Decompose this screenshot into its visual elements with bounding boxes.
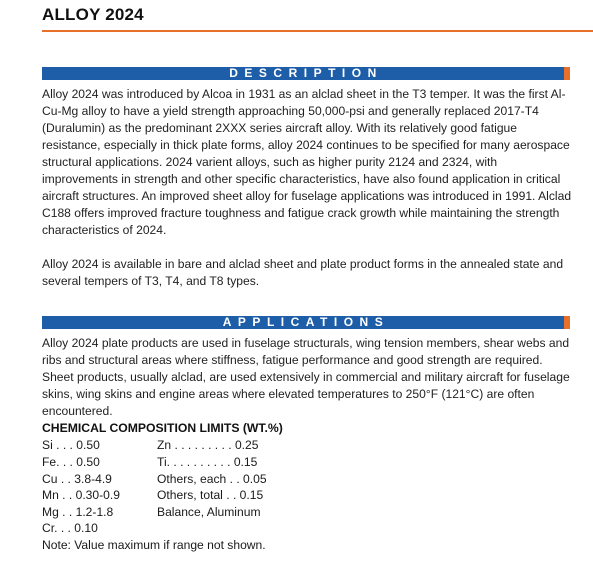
composition-left: Si . . . 0.50 [42, 438, 100, 452]
composition-right: Ti. . . . . . . . . . 0.15 [157, 455, 258, 469]
page-title: ALLOY 2024 [42, 5, 144, 24]
description-paragraph-1: Alloy 2024 was introduced by Alcoa in 1931 as an alclad sheet in the T3 temper. It was the first Al-Cu-Mg alloy to have a yield strength approaching 50,000-psi and generally replaced 2017-T4 (Duralumin) as the predominant 2XXX series aircraft alloy. With its relatively good fatigue resistance, especially in thick plate forms, alloy 2024 continues to be specified for many aerospace structural applications. 2024 varient alloys, such as higher purity 2124 and 2324, with improvements in strength and other specific characteristics, have also found application in critical aircraft structures. An improved sheet alloy for fuselage applications was introduced in 1991. Alclad C188 offers improved fracture toughness and fatigue crack growth while maintaining the strength characteristics of 2024. [42, 87, 572, 237]
composition-left: Cu . . 3.8-4.9 [42, 472, 112, 486]
description-heading-bar [42, 67, 570, 80]
composition-left: Fe. . . 0.50 [42, 455, 100, 469]
heading-accent [564, 67, 570, 80]
title-divider [42, 30, 593, 32]
composition-left: Cr. . . 0.10 [42, 521, 98, 535]
composition-left: Mg . . 1.2-1.8 [42, 505, 114, 519]
applications-paragraph: Alloy 2024 plate products are used in fuselage structurals, wing tension members, shear webs and ribs and structural areas where stiffness, fatigue performance and good strength are required. Sheet products, usually alclad, are used extensively in commercial and military aircraft for fuselage skins, wing skins and engine areas where elevated temperatures to 250°F (121°C) are often encountered. [42, 336, 570, 418]
composition-right: Zn . . . . . . . . . 0.25 [157, 438, 259, 452]
applications-heading-bar [42, 316, 570, 329]
heading-accent [564, 316, 570, 329]
composition-right: Others, each . . 0.05 [157, 472, 267, 486]
description-paragraph-2: Alloy 2024 is available in bare and alclad sheet and plate product forms in the annealed state and several tempers of T3, T4, and T8 types. [42, 257, 564, 288]
composition-right: Others, total . . 0.15 [157, 488, 264, 502]
composition-left: Mn . . 0.30-0.9 [42, 488, 120, 502]
chemical-composition-title: CHEMICAL COMPOSITION LIMITS (WT.%) [42, 421, 283, 435]
composition-right: Balance, Aluminum [157, 505, 261, 519]
applications-heading: APPLICATIONS [222, 315, 390, 329]
composition-note: Note: Value maximum if range not shown. [42, 538, 266, 552]
description-heading: DESCRIPTION [229, 66, 383, 80]
